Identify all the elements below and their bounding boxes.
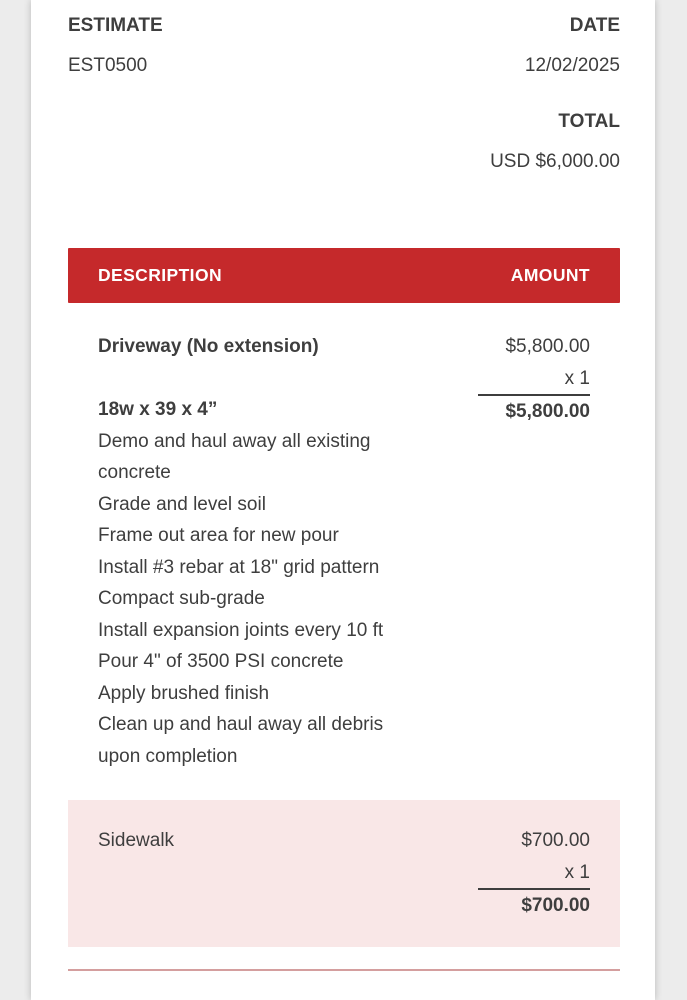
document-header xyxy=(68,0,620,175)
item-line-total: $5,800.00 xyxy=(505,401,590,422)
item-detail-line: Frame out area for new pour xyxy=(98,525,339,546)
item-amount-cell xyxy=(460,825,590,920)
item-detail-line: Apply brushed finish xyxy=(98,682,270,704)
item-line-total: $700.00 xyxy=(521,895,590,916)
item-description-cell xyxy=(98,825,174,857)
estimate-number: EST0500 xyxy=(68,55,148,76)
items-table-header xyxy=(68,248,620,303)
item-quantity: x 1 xyxy=(564,861,590,883)
item-detail-line: Compact sub-grade xyxy=(98,588,265,609)
line-item-driveway[interactable] xyxy=(68,303,620,800)
item-detail-line: concrete xyxy=(98,462,171,483)
description-column-header: DESCRIPTION xyxy=(98,265,222,285)
item-unit-price: $5,800.00 xyxy=(505,336,590,357)
item-detail-line: Install #3 rebar at 18" grid pattern xyxy=(98,556,380,578)
item-amount-cell xyxy=(460,331,590,426)
line-item-sidewalk[interactable] xyxy=(68,800,620,947)
spacer xyxy=(98,363,383,395)
section-divider xyxy=(68,969,620,971)
item-detail-line: Grade and level soil xyxy=(98,493,266,515)
item-detail-lines xyxy=(98,426,383,773)
estimate-document-page xyxy=(31,0,655,1000)
total-value: USD $6,000.00 xyxy=(490,151,620,172)
item-name: Driveway (No extension) xyxy=(98,336,319,357)
total-label: TOTAL xyxy=(558,111,620,132)
amount-column-header: AMOUNT xyxy=(510,265,590,285)
header-values-row xyxy=(68,53,620,79)
item-detail-line: Install expansion joints every 10 ft xyxy=(98,619,384,641)
header-labels-row xyxy=(68,13,620,39)
item-description-cell xyxy=(98,331,383,772)
item-detail-line: upon completion xyxy=(98,745,238,767)
item-size-line: 18w x 39 x 4” xyxy=(98,399,218,420)
estimate-label: ESTIMATE xyxy=(68,15,163,36)
date-label: DATE xyxy=(569,15,620,36)
item-quantity: x 1 xyxy=(564,367,590,389)
item-unit-price: $700.00 xyxy=(521,830,590,851)
item-name: Sidewalk xyxy=(98,830,175,851)
item-detail-line: Clean up and haul away all debris xyxy=(98,714,384,735)
item-detail-line: Pour 4" of 3500 PSI concrete xyxy=(98,651,344,672)
item-detail-line: Demo and haul away all existing xyxy=(98,430,371,452)
date-value: 12/02/2025 xyxy=(524,55,620,76)
